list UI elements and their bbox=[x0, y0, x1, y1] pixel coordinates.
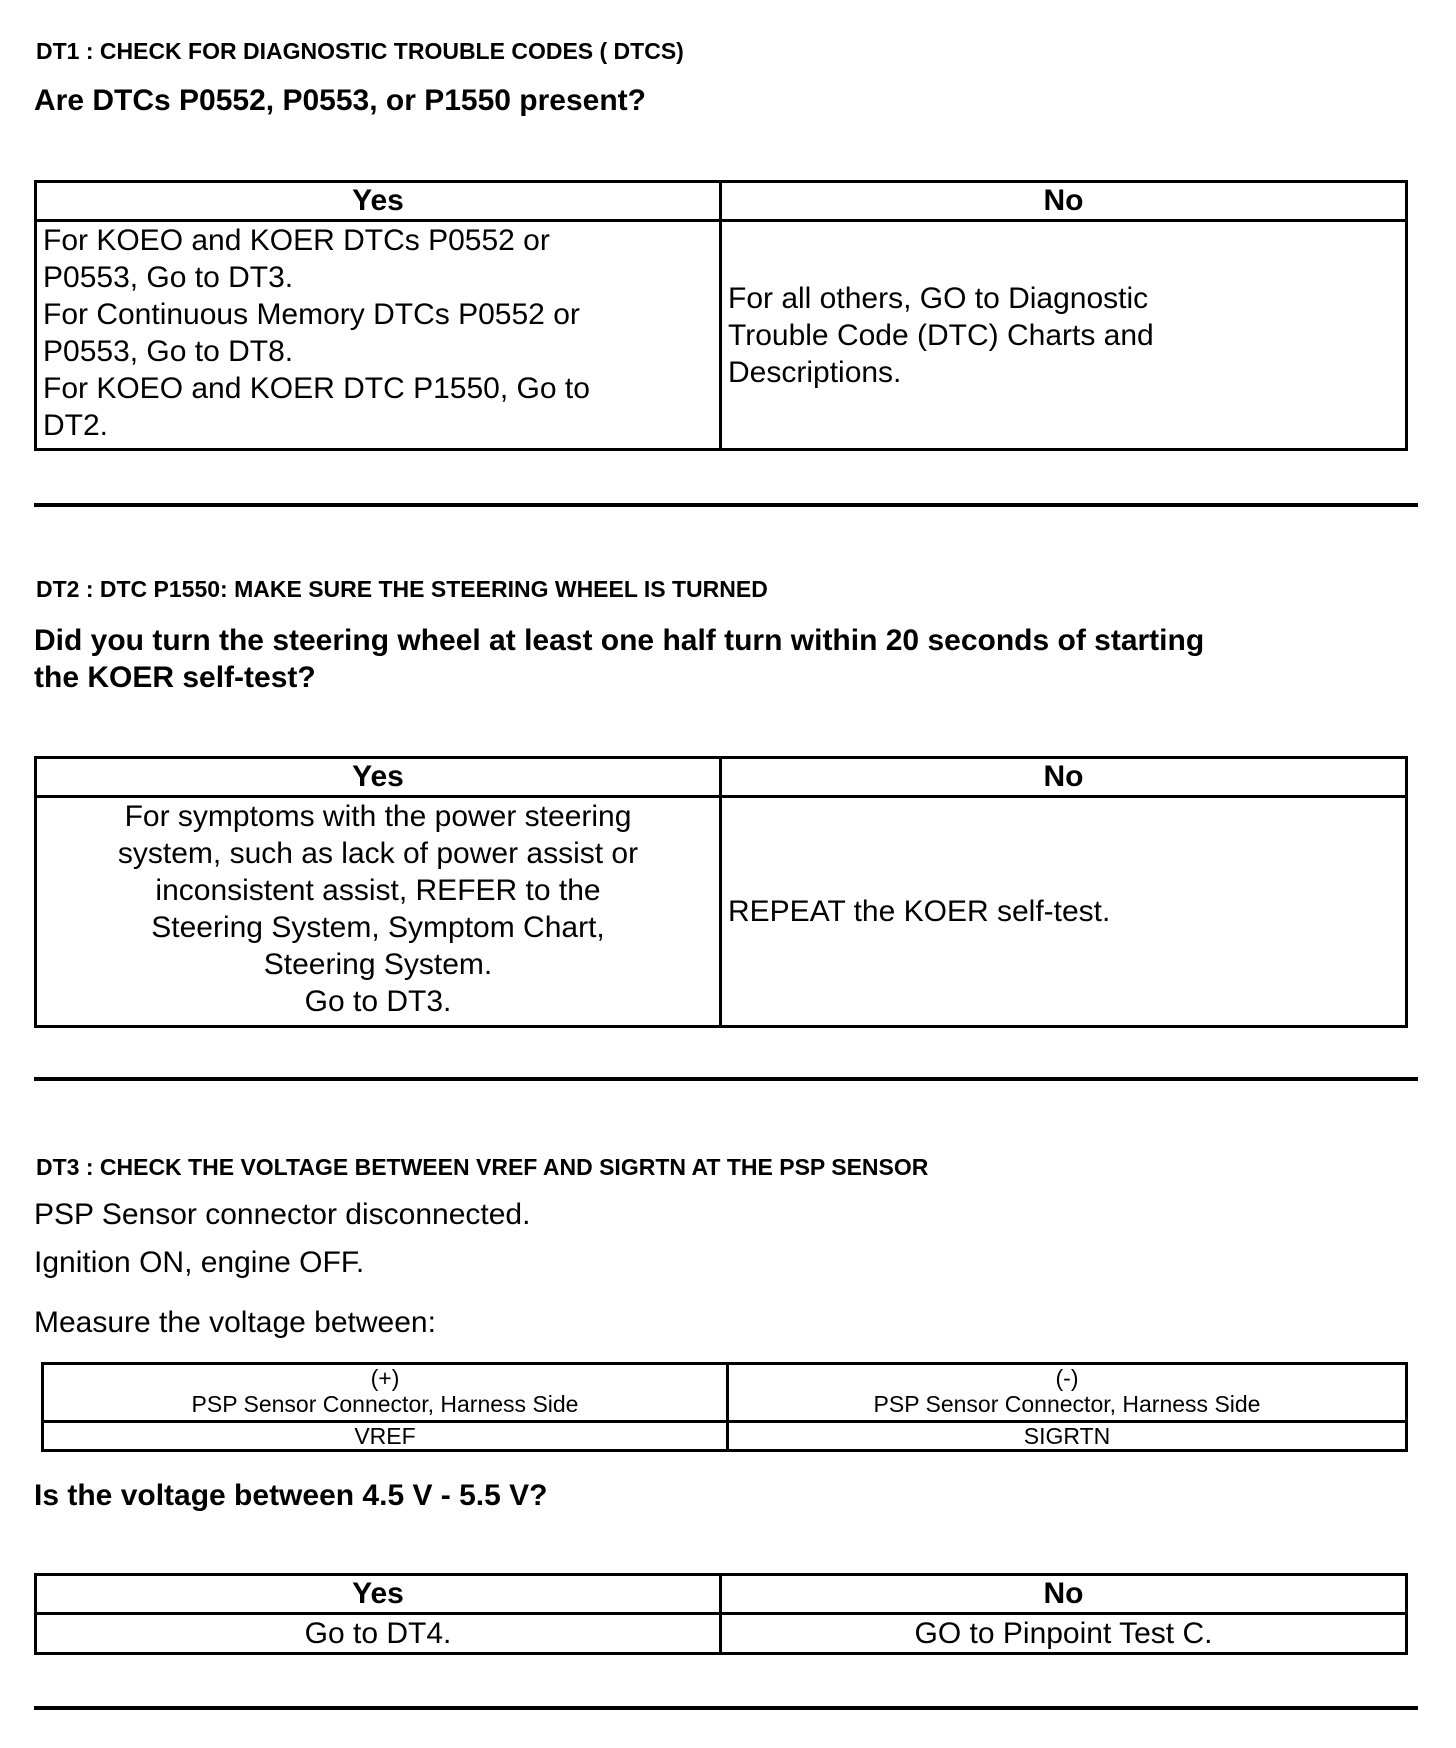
no-header: No bbox=[721, 1575, 1407, 1614]
divider bbox=[34, 1706, 1418, 1710]
divider bbox=[34, 1077, 1418, 1081]
text-line: For symptoms with the power steering bbox=[124, 800, 632, 833]
text-line: For KOEO and KOER DTCs P0552 or bbox=[43, 224, 550, 257]
text-line: P0553, Go to DT8. bbox=[43, 335, 294, 368]
yes-header: Yes bbox=[36, 758, 721, 797]
minus-pin: SIGRTN bbox=[728, 1422, 1407, 1451]
dt3-heading: DT3 : CHECK THE VOLTAGE BETWEEN VREF AND SIGRTN AT THE PSP SENSOR bbox=[36, 1154, 929, 1180]
dt1-result-table bbox=[34, 180, 1408, 451]
text-line: For all others, GO to Diagnostic bbox=[728, 281, 1149, 315]
text-line: Did you turn the steering wheel at least one half turn within 20 seconds of starting bbox=[34, 624, 1205, 657]
text-line: P0553, Go to DT3. bbox=[43, 261, 294, 294]
minus-header bbox=[728, 1364, 1407, 1422]
dt3-yes-cell: Go to DT4. bbox=[36, 1614, 721, 1654]
dt1-heading: DT1 : CHECK FOR DIAGNOSTIC TROUBLE CODES ( DTCS) bbox=[36, 38, 684, 64]
yes-header: Yes bbox=[36, 182, 721, 221]
text-line: DT2. bbox=[43, 409, 109, 442]
yes-header: Yes bbox=[36, 1575, 721, 1614]
text-line: Go to DT3. bbox=[304, 985, 452, 1018]
text-line: For Continuous Memory DTCs P0552 or bbox=[43, 298, 580, 331]
measure-table bbox=[41, 1362, 1408, 1452]
text-line: Steering System. bbox=[263, 948, 493, 981]
text-line: system, such as lack of power assist or bbox=[117, 837, 639, 870]
connector-label: PSP Sensor Connector, Harness Side bbox=[873, 1391, 1261, 1417]
plus-sign: (+) bbox=[370, 1365, 400, 1391]
text-line: For KOEO and KOER DTC P1550, Go to bbox=[43, 372, 590, 405]
dt3-result-table bbox=[34, 1573, 1408, 1655]
dt3-step: Measure the voltage between: bbox=[34, 1306, 436, 1339]
text-line: Descriptions. bbox=[728, 355, 902, 389]
divider bbox=[34, 503, 1418, 507]
dt2-question bbox=[34, 622, 1204, 696]
dt3-step: Ignition ON, engine OFF. bbox=[34, 1246, 365, 1279]
dt1-question: Are DTCs P0552, P0553, or P1550 present? bbox=[34, 84, 646, 117]
plus-pin: VREF bbox=[43, 1422, 728, 1451]
dt2-heading: DT2 : DTC P1550: MAKE SURE THE STEERING WHEEL IS TURNED bbox=[36, 576, 768, 602]
dt1-yes-cell bbox=[36, 221, 721, 450]
dt3-question: Is the voltage between 4.5 V - 5.5 V? bbox=[34, 1479, 548, 1512]
connector-label: PSP Sensor Connector, Harness Side bbox=[191, 1391, 579, 1417]
text-line: Trouble Code (DTC) Charts and bbox=[728, 318, 1154, 352]
text-line: inconsistent assist, REFER to the bbox=[155, 874, 601, 907]
dt3-step: PSP Sensor connector disconnected. bbox=[34, 1198, 531, 1231]
text-line: the KOER self-test? bbox=[34, 661, 316, 694]
dt2-result-table bbox=[34, 756, 1408, 1028]
text-line: Steering System, Symptom Chart, bbox=[151, 911, 605, 944]
plus-header bbox=[43, 1364, 728, 1422]
minus-sign: (-) bbox=[1055, 1365, 1079, 1391]
no-header: No bbox=[721, 758, 1407, 797]
dt2-no-cell: REPEAT the KOER self-test. bbox=[721, 797, 1407, 1027]
dt2-yes-cell bbox=[36, 797, 721, 1027]
dt3-no-cell: GO to Pinpoint Test C. bbox=[721, 1614, 1407, 1654]
dt1-no-cell bbox=[721, 221, 1407, 450]
no-header: No bbox=[721, 182, 1407, 221]
